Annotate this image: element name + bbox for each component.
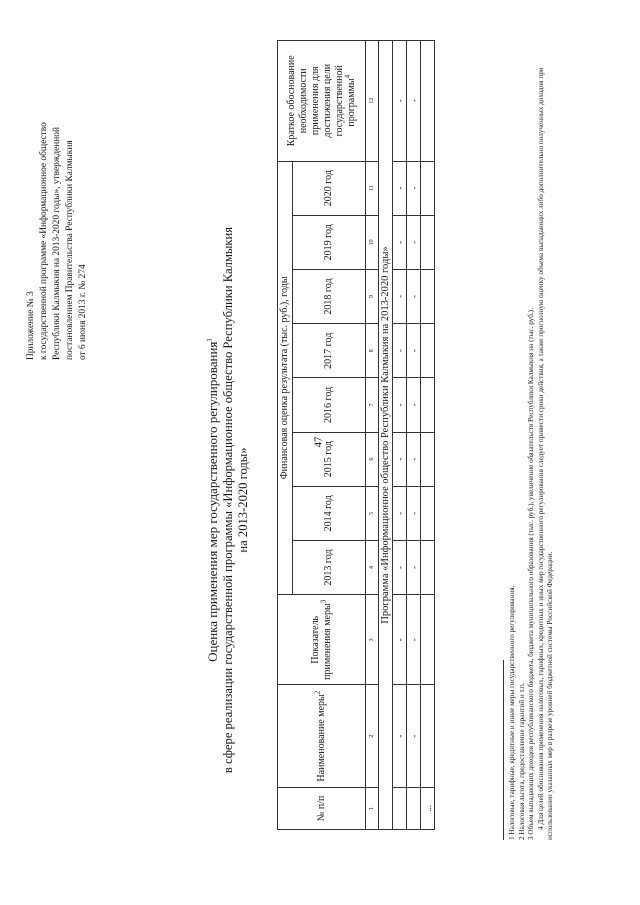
appendix-header (25, 30, 90, 360)
program-row (379, 41, 393, 830)
index-cell: 3 (366, 595, 379, 685)
table-cell: - (407, 378, 421, 432)
index-cell: 12 (366, 41, 379, 162)
table-cell: ... (421, 787, 435, 829)
table-cell: - (393, 685, 407, 787)
header-year: 2015 год (293, 432, 366, 486)
index-cell: 7 (366, 378, 379, 432)
table-cell (421, 161, 435, 215)
table-cell: - (407, 269, 421, 323)
index-cell: 2 (366, 685, 379, 787)
index-cell: 1 (366, 787, 379, 829)
appendix-line: от 6 июня 2013 г. № 274 (78, 264, 88, 360)
table-row (407, 41, 421, 830)
footnote-rule (503, 660, 504, 840)
footnote-1: 1 Налоговые, тарифные, кредитные и иные меры государственного регулирования. (508, 585, 516, 840)
title-line: в сфере реализации государственной программы «Информационное общество Республики Калмыкия (220, 226, 235, 774)
header-year: 2020 год (293, 161, 366, 215)
table-cell: - (407, 324, 421, 378)
index-cell: 5 (366, 486, 379, 540)
table-cell (393, 787, 407, 829)
table-cell (421, 215, 435, 269)
page-number: 47 (312, 436, 325, 448)
table-cell: - (407, 540, 421, 594)
appendix-line: постановлением Правительства Республики Калмыкия (65, 140, 75, 360)
program-cell: Программа «Информационное общество Республики Калмыкия на 2013-2020 годы» (379, 41, 393, 830)
header-indicator-text: Показатель применения меры (309, 603, 333, 680)
table-cell: - (393, 378, 407, 432)
index-cell: 6 (366, 432, 379, 486)
header-year: 2017 год (293, 324, 366, 378)
title-line (205, 180, 221, 820)
header-measure (278, 685, 366, 787)
header-year: 2013 год (293, 540, 366, 594)
index-cell: 4 (366, 540, 379, 594)
index-cell: 9 (366, 269, 379, 323)
header-finance: Финансовая оценка результата (тыс. руб.), годы (278, 161, 293, 595)
table-cell (421, 378, 435, 432)
table-cell: - (407, 595, 421, 685)
header-indicator (278, 595, 366, 685)
table-cell (421, 324, 435, 378)
footnote-ref: 2 (313, 690, 322, 695)
rotated-sheet (15, 20, 615, 880)
table-cell (407, 787, 421, 829)
table-cell: - (393, 41, 407, 162)
header-year: 2018 год (293, 269, 366, 323)
appendix-line: Республики Калмыкия на 2013-2020 годы», утвержденной (52, 127, 62, 360)
footnote-3: 3 Объем выпадающих доходов республиканского бюджета, бюджета муниципального образования (тыс. руб.), увеличение обязательств Республики Калмыкия на (тыс. руб.). (527, 308, 536, 840)
title-text: Оценка применения мер государственного регулирования (205, 341, 220, 662)
header-year: 2016 год (293, 378, 366, 432)
table-cell: - (393, 432, 407, 486)
table-row (421, 41, 435, 830)
table-cell: - (393, 215, 407, 269)
table-cell: - (393, 324, 407, 378)
index-cell: 11 (366, 161, 379, 215)
table-cell: - (393, 269, 407, 323)
appendix-line: к государственной программе «Информационное общество (39, 122, 49, 360)
header-year: 2014 год (293, 486, 366, 540)
footnote-2: 2 Налоговая льгота, предоставление гарантий и т.п. (517, 682, 526, 840)
title-line: на 2013-2020 годы» (236, 447, 250, 553)
table-cell (421, 685, 435, 787)
title-footnote-ref: 1 (205, 338, 214, 342)
index-cell: 10 (366, 215, 379, 269)
appendix-line: Приложение № 3 (26, 291, 36, 360)
table-cell (421, 41, 435, 162)
table-row (393, 41, 407, 830)
table-cell: - (407, 161, 421, 215)
table-cell: - (393, 161, 407, 215)
document-title (205, 180, 252, 820)
table-cell: - (407, 215, 421, 269)
table-cell (421, 595, 435, 685)
table-cell (421, 432, 435, 486)
index-row (366, 41, 379, 830)
table-cell: - (407, 432, 421, 486)
index-cell: 8 (366, 324, 379, 378)
footnote-ref: 3 (319, 599, 328, 604)
table-cell (421, 269, 435, 323)
table-cell: - (407, 486, 421, 540)
table-cell: - (393, 595, 407, 685)
footnote-4: 4 Для целей обоснования применения налоговых, тарифных, кредитных и иных мер государственного регулирования следует привести сроки действия, а также прогнозную оценку объема выпадающих либо дополнительно полученных доходов при использовании указанных мер в разрезе уровней бюджетной системы Российской Федерации. (536, 67, 555, 840)
table-cell: - (407, 685, 421, 787)
header-row (278, 41, 293, 830)
regulation-table (277, 40, 435, 830)
footnote-ref: 4 (343, 74, 352, 79)
table-cell (421, 540, 435, 594)
table-cell (421, 486, 435, 540)
header-year: 2019 год (293, 215, 366, 269)
table-cell: - (393, 540, 407, 594)
table-cell: - (407, 41, 421, 162)
footnotes (503, 40, 556, 840)
header-measure-text: Наименование меры (315, 694, 327, 782)
table-cell: - (393, 486, 407, 540)
header-rationale (278, 41, 366, 162)
header-num: № п/п (278, 787, 366, 829)
header-rationale-text: Краткое обоснование необходимости применения для достижения цели государственной программы (285, 55, 357, 147)
